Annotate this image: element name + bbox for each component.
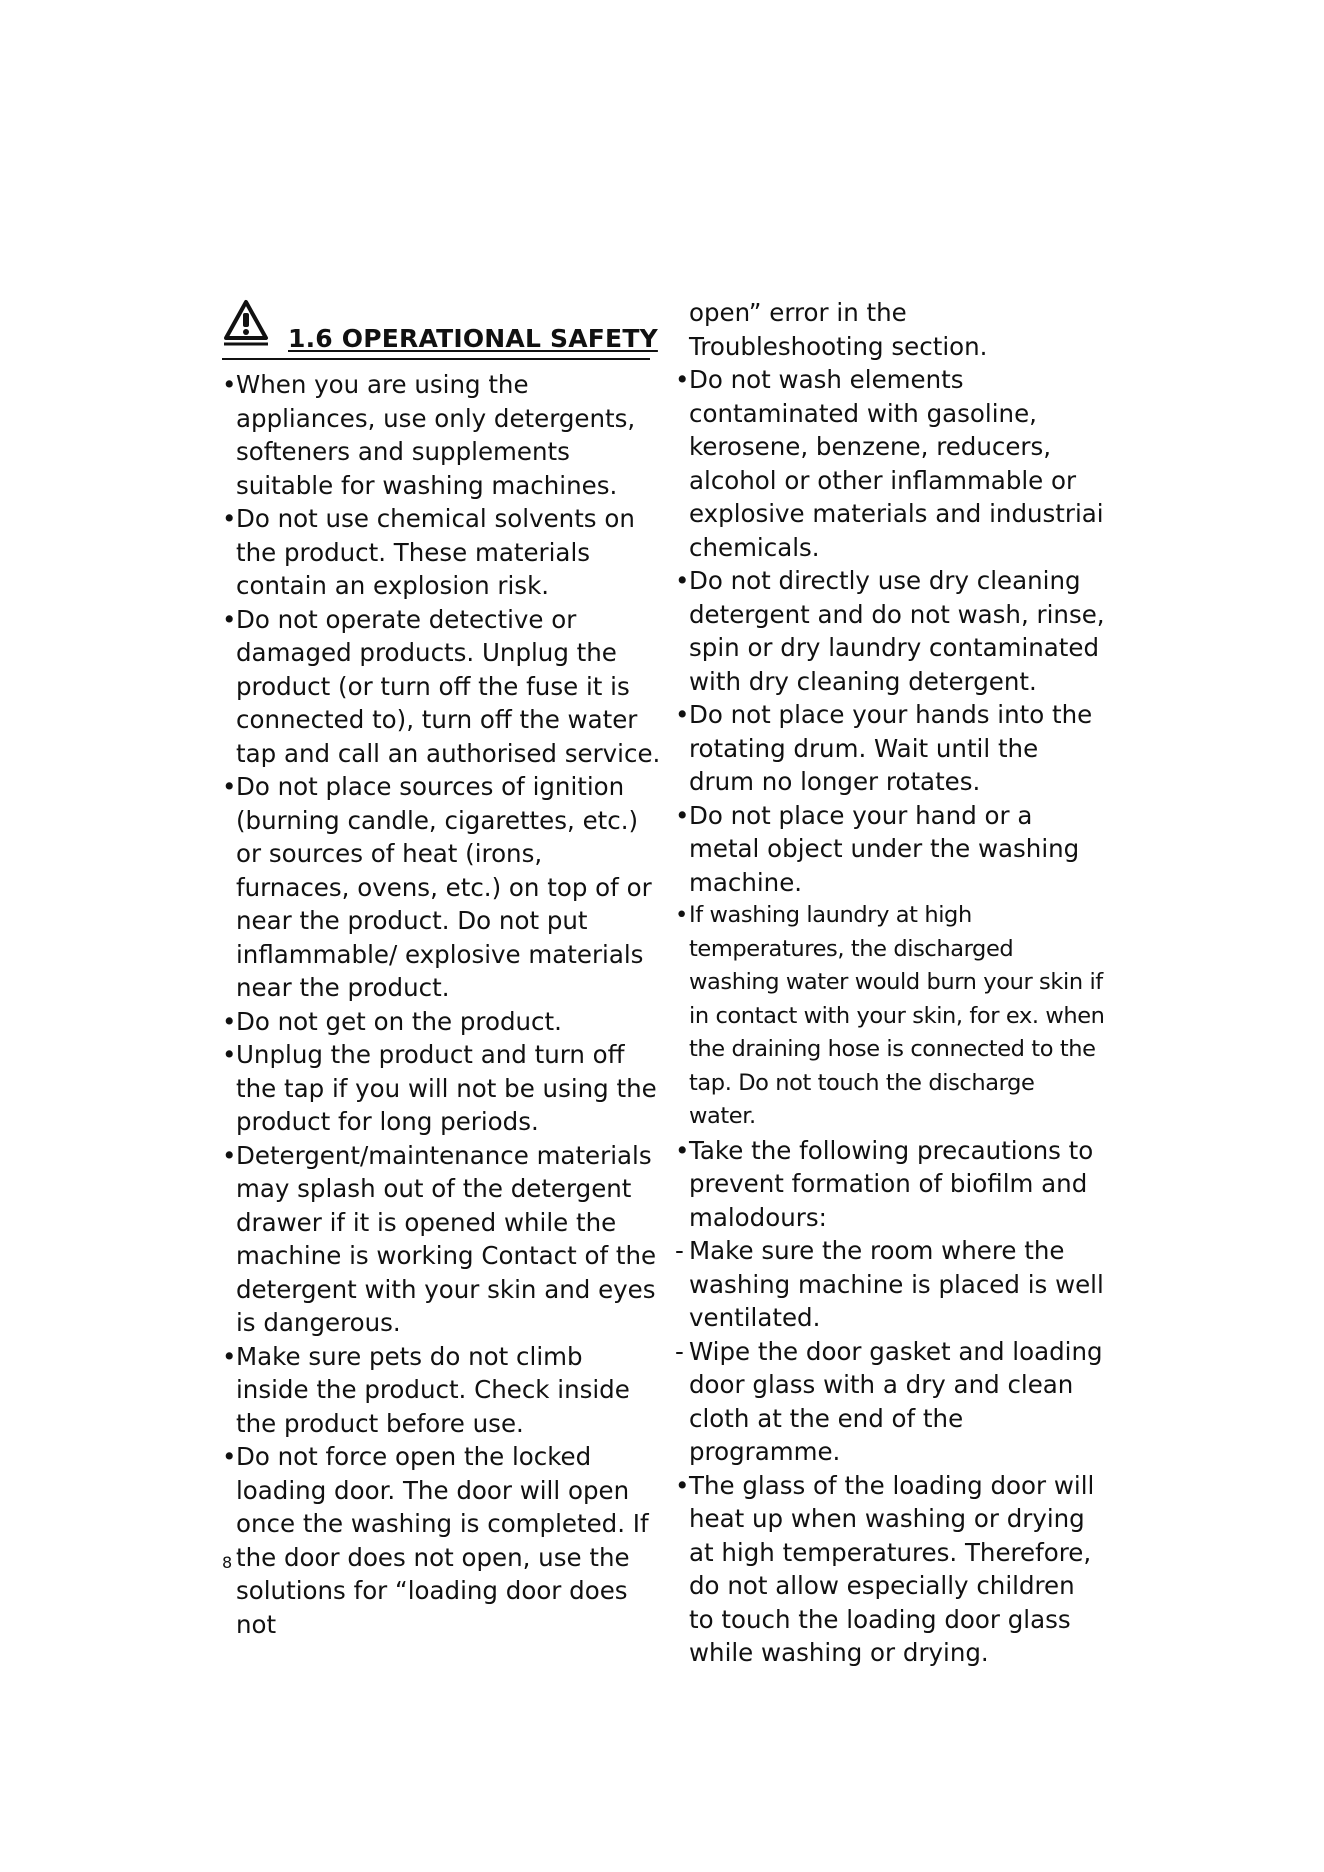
list-item: • Do not directly use dry cleaning detergent and do not wash, rinse, spin or dry laundry contaminated with dry cleaning detergent. xyxy=(675,566,1105,696)
page-number: 8 xyxy=(222,1553,233,1572)
continued-text: open” error in the Troubleshooting section. xyxy=(689,298,988,361)
list-item: • If washing laundry at high temperatures, the discharged washing water would burn your skin if in contact with your skin, for ex. when the draining hose is connected to the tap. Do not touch the discharge water. xyxy=(675,902,1105,1129)
list-item: - Make sure the room where the washing machine is placed is well ventilated. xyxy=(675,1236,1104,1332)
list-item: • Do not place your hands into the rotating drum. Wait until the drum no longer rotates. xyxy=(675,700,1093,796)
list-item: • Detergent/maintenance materials may splash out of the detergent drawer if it is opened while the machine is working Contact of the detergent with your skin and eyes is dangerous. xyxy=(222,1140,657,1337)
list-item: • Do not place sources of ignition (burning candle, cigarettes, etc.) or sources of heat (irons, furnaces, ovens, etc.) on top of or near the product. Do not put inflammable/ explosive materials near the product. xyxy=(222,772,652,1002)
list-item: • Do not operate detective or damaged products. Unplug the product (or turn off the fuse it is connected to), turn off the water tap and call an authorised service. xyxy=(222,604,661,768)
warning-triangle-icon xyxy=(222,298,270,348)
right-column xyxy=(675,296,1105,1670)
list-item: - Wipe the door gasket and loading door glass with a dry and clean cloth at the end of the programme. xyxy=(675,1336,1103,1466)
list-item: • Do not use chemical solvents on the product. These materials contain an explosion risk. xyxy=(222,504,635,600)
list-item: • Do not place your hand or a metal object under the washing machine. xyxy=(675,800,1080,897)
list-item: • Do not get on the product. xyxy=(222,1006,562,1036)
list-item: • The glass of the loading door will heat up when washing or drying at high temperatures. Therefore, do not allow especially children to touch the loading door glass while washing or drying. xyxy=(675,1470,1095,1667)
section-title: 1.6 OPERATIONAL SAFETY xyxy=(288,324,658,353)
list-item: • Take the following precautions to prevent formation of biofilm and malodours: xyxy=(675,1135,1094,1232)
list-item: • Do not force open the locked loading door. The door will open once the washing is completed. If the door does not open, use the solutions for “loading door does not xyxy=(222,1442,649,1639)
left-column xyxy=(222,368,662,1641)
list-item: • Unplug the product and turn off the tap if you will not be using the product for long periods. xyxy=(222,1040,657,1136)
list-item: • When you are using the appliances, use only detergents, softeners and supplements suitable for washing machines. xyxy=(222,370,636,500)
list-item: • Do not wash elements contaminated with gasoline, kerosene, benzene, reducers, alcohol or other inflammable or explosive materials and industriai chemicals. xyxy=(675,365,1104,562)
section-heading xyxy=(222,294,658,360)
list-item: • Make sure pets do not climb inside the product. Check inside the product before use. xyxy=(222,1341,630,1438)
